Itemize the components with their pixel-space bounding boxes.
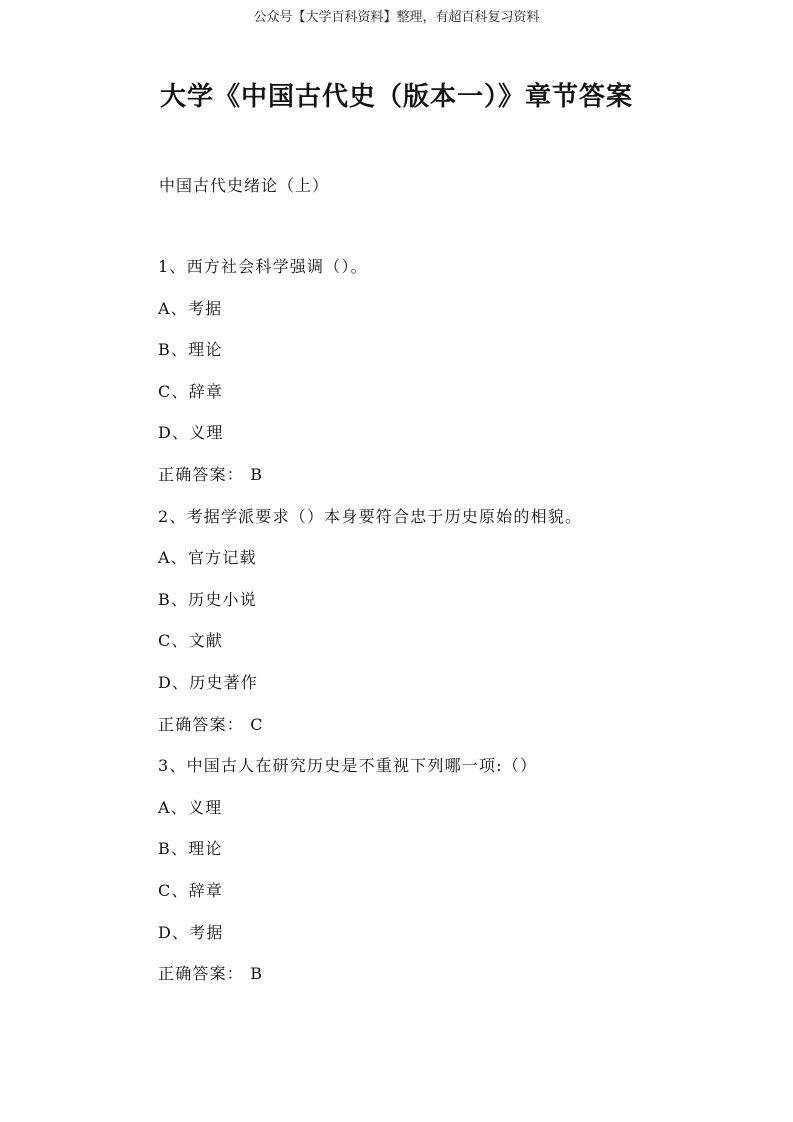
correct-answer: 正确答案： C bbox=[158, 714, 264, 734]
question-stem: 1、西方社会科学强调（）。 bbox=[158, 257, 368, 276]
answer-option: B、理论 bbox=[158, 340, 223, 360]
answer-option: D、义理 bbox=[158, 423, 224, 443]
answer-option: C、文献 bbox=[158, 631, 224, 651]
answer-option: B、理论 bbox=[158, 839, 223, 859]
question-stem: 2、考据学派要求（）本身要符合忠于历史原始的相貌。 bbox=[158, 506, 583, 526]
question-list bbox=[158, 256, 678, 1005]
answer-option: C、辞章 bbox=[158, 381, 224, 401]
page-header: 公众号【大学百科资料】整理，有超百科复习资料 bbox=[253, 10, 540, 25]
answer-option: A、考据 bbox=[158, 298, 223, 318]
answer-option: C、辞章 bbox=[158, 880, 224, 900]
answer-option: A、义理 bbox=[158, 797, 223, 817]
document-title: 大学《中国古代史（版本一）》章节答案 bbox=[159, 82, 633, 112]
answer-option: B、历史小说 bbox=[158, 589, 257, 609]
question-stem: 3、中国古人在研究历史是不重视下列哪一项:（） bbox=[158, 756, 538, 776]
answer-option: A、官方记载 bbox=[158, 548, 257, 568]
correct-answer: 正确答案： B bbox=[158, 464, 264, 484]
answer-option: D、历史著作 bbox=[158, 672, 259, 692]
answer-option: D、考据 bbox=[158, 922, 224, 942]
correct-answer: 正确答案： B bbox=[158, 964, 264, 984]
section-title: 中国古代史绪论（上） bbox=[159, 176, 330, 195]
